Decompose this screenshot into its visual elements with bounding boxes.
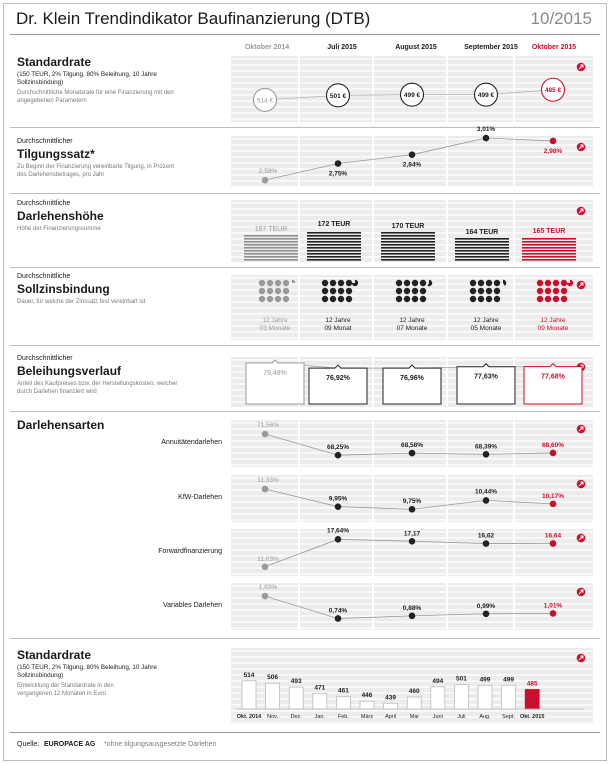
darlehen-bar-stripe (455, 238, 509, 240)
source-name: EUROPACE AG (44, 741, 96, 748)
variabel-point (335, 615, 342, 622)
beleihung-box (309, 365, 367, 404)
sollzins-year-dot (553, 280, 559, 286)
footnote: *ohne tilgungsausgesetzte Darlehen (104, 741, 217, 748)
darlehen-bar-stripe (522, 253, 576, 255)
darlehen-value-label: 172 TEUR (317, 221, 351, 228)
forward-point (335, 536, 342, 543)
darlehen-bar-stripe (307, 235, 361, 237)
sollzins-year-dot (267, 296, 273, 302)
sollzins-months-label: 03 Monate (259, 325, 291, 332)
annuitaeten-label: Annuitätendarlehen (161, 439, 222, 446)
standardrate12-category-label: Okt. 2015 (519, 714, 545, 720)
darlehensarten-title: Darlehensarten (17, 418, 105, 432)
kfw-point (409, 506, 416, 513)
standardrate12-value-label: 461 (337, 687, 349, 695)
standardrate12-value-label: 499 (479, 676, 491, 684)
beleihung-value-label: 76,92% (326, 375, 350, 383)
tilgung-point (550, 138, 557, 145)
standardrate12-bar (336, 697, 350, 709)
darlehen-bar-stripe (522, 238, 576, 240)
darlehen-bar-stripe (307, 256, 361, 258)
standardrate12-bar (478, 685, 492, 709)
darlehen-description: Höhe der Finanzierungssumme (17, 226, 101, 232)
sollzins-year-dot (545, 296, 551, 302)
sollzins-year-dot (267, 280, 273, 286)
sollzins-months-label: 09 Monate (537, 325, 569, 332)
standardrate12-bar (384, 703, 398, 709)
sollzins-year-dot (494, 296, 500, 302)
darlehen-bar-stripe (522, 250, 576, 252)
standardrate12-category-label: Nov. (267, 714, 279, 720)
sollzins-year-dot (283, 296, 289, 302)
standardrate-description: Durchschnittliche Monatsrate für eine Finanzierung mit den angegebenen Parametern (17, 90, 174, 104)
standardrate12-category-label: April (385, 714, 397, 720)
beleihung-pretitle: Durchschnittlicher (17, 355, 73, 362)
page-title: Dr. Klein Trendindikator Baufinanzierung (DTB) (16, 9, 371, 28)
sollzins-year-dot (346, 288, 352, 294)
darlehen-bar-stripe (455, 256, 509, 258)
sollzins-year-dot (545, 280, 551, 286)
darlehen-bar-stripe (455, 241, 509, 243)
darlehen-bar-stripe (381, 247, 435, 249)
sollzins-year-dot (259, 296, 265, 302)
kfw-point (483, 497, 490, 504)
standardrate12-value-label: 493 (290, 678, 302, 686)
forward-point (483, 540, 490, 547)
sollzins-year-dot (553, 296, 559, 302)
sollzins-year-dot (486, 296, 492, 302)
standardrate12-value-label: 499 (503, 676, 515, 684)
standardrate-value-label: 499 € (477, 92, 495, 100)
darlehen-bar-stripe (307, 253, 361, 255)
darlehen-bar-stripe (307, 259, 361, 261)
standardrate12-bar (266, 683, 280, 709)
standardrate12-value-label: 494 (432, 677, 444, 685)
standardrate12-category-label: Dez. (290, 714, 302, 720)
standardrate12-category-label: März (360, 714, 374, 720)
standardrate12-value-label: 506 (267, 674, 279, 682)
annuitaeten-value-label: 68,58% (400, 442, 424, 450)
darlehen-bar-stripe (307, 247, 361, 249)
column-header-sep-2015: September 2015 (464, 44, 518, 51)
sollzins-year-dot (561, 288, 567, 294)
tilgung-value-label: 2,58% (258, 168, 278, 176)
annuitaeten-point (550, 450, 557, 457)
column-header-aug-2015: August 2015 (395, 44, 437, 51)
darlehen-bar-stripe (522, 256, 576, 258)
sollzins-year-dot (561, 296, 567, 302)
sollzins-months-label: 05 Monate (470, 325, 502, 332)
darlehen-bar-stripe (381, 259, 435, 261)
forward-point (262, 563, 269, 570)
tilgung-title: Tilgungssatz* (17, 147, 95, 161)
darlehen-bar-stripe (244, 238, 298, 240)
sollzins-year-dot (545, 288, 551, 294)
darlehen-value-label: 167 TEUR (254, 226, 288, 233)
beleihung-box (524, 364, 582, 404)
sollzins-year-dot (283, 288, 289, 294)
sollzins-year-dot (486, 280, 492, 286)
sollzins-years-label: 12 Jahre (399, 317, 425, 324)
sollzins-year-dot (338, 288, 344, 294)
darlehen-bar-stripe (244, 253, 298, 255)
beleihung-title: Beleihungsverlauf (17, 364, 122, 378)
variabel-point (483, 610, 490, 617)
tilgung-point (335, 160, 342, 167)
sollzins-year-dot (275, 288, 281, 294)
darlehen-bar-stripe (307, 241, 361, 243)
darlehen-pretitle: Durchschnittliche (17, 200, 71, 207)
darlehen-value-label: 164 TEUR (465, 229, 499, 236)
sollzins-year-dot (338, 296, 344, 302)
beleihung-value-label: 77,63% (474, 373, 498, 381)
darlehen-bar-stripe (522, 244, 576, 246)
forward-point (409, 538, 416, 545)
sollzins-year-dot (494, 288, 500, 294)
sollzins-year-dot (478, 280, 484, 286)
sollzins-months-label: 07 Monate (396, 325, 428, 332)
sollzins-year-dot (561, 280, 567, 286)
sollzins-year-dot (346, 296, 352, 302)
darlehen-bar-stripe (244, 250, 298, 252)
darlehen-bar-stripe (307, 244, 361, 246)
standardrate12-bar (313, 694, 327, 709)
darlehen-bar-stripe (381, 232, 435, 234)
beleihung-box (383, 365, 441, 404)
sollzins-year-dot (470, 280, 476, 286)
standardrate12-category-label: Juni (432, 714, 443, 720)
kfw-value-label: 9,95% (328, 495, 348, 503)
sollzins-year-dot (420, 280, 426, 286)
variabel-value-label: 0,74% (328, 607, 348, 615)
standardrate12-bar (242, 681, 256, 709)
variabel-point (550, 610, 557, 617)
standardrate12-title: Standardrate (17, 648, 92, 662)
standardrate12-value-label: 485 (526, 680, 538, 688)
darlehen-bar-stripe (522, 241, 576, 243)
forward-label: Forwardfinanzierung (158, 548, 222, 555)
tilgung-description: Zu Beginn der Finanzierung vereinbarte Tilgung, in Prozent des Darlehensbetrages, pro Jahr (17, 164, 175, 178)
sollzins-years-label: 12 Jahre (262, 317, 288, 324)
sollzins-pretitle: Durchschnittliche (17, 273, 71, 280)
standardrate-params: (150 TEUR, 2% Tilgung, 80% Beleihung, 10 Jahre Sollzinsbindung) (17, 71, 157, 86)
darlehen-bar-stripe (381, 244, 435, 246)
tilgung-value-label: 2,84% (402, 161, 422, 169)
darlehen-value-label: 170 TEUR (391, 223, 425, 230)
sollzins-year-dot (537, 288, 543, 294)
darlehen-bar-stripe (244, 247, 298, 249)
sollzins-year-dot (537, 296, 543, 302)
darlehen-bar-stripe (244, 241, 298, 243)
sollzins-description: Dauer, für welche der Zinssatz fest vereinbart ist (17, 299, 146, 305)
annuitaeten-value-label: 68,60% (541, 441, 565, 449)
standardrate12-params: (150 TEUR, 2% Tilgung, 80% Beleihung, 10 Jahre Sollzinsbindung) (17, 664, 157, 679)
standardrate12-category-label: Jan. (314, 714, 326, 720)
sollzins-year-dot (330, 288, 336, 294)
sollzins-year-dot (420, 288, 426, 294)
sollzins-year-dot (396, 296, 402, 302)
standardrate12-bar (454, 685, 468, 709)
standardrate12-bar (407, 697, 421, 709)
standardrate12-bar (502, 685, 516, 709)
sollzins-year-dot (275, 280, 281, 286)
report-date: 10/2015 (530, 9, 592, 28)
standardrate12-value-label: 446 (361, 692, 373, 700)
variabel-point (409, 613, 416, 620)
sollzins-year-dot (420, 296, 426, 302)
variabel-label: Variables Darlehen (162, 602, 222, 609)
standardrate12-value-label: 501 (455, 675, 467, 683)
forward-value-label: 11,03% (257, 555, 279, 563)
sollzins-year-dot (330, 280, 336, 286)
sollzins-year-dot (486, 288, 492, 294)
sollzins-year-dot (537, 280, 543, 286)
tilgung-value-label: 2,75% (328, 170, 348, 178)
standardrate-value-label: 485 € (544, 87, 562, 95)
sollzins-year-dot (404, 288, 410, 294)
darlehen-bar-stripe (307, 238, 361, 240)
standardrate12-bar (525, 690, 539, 710)
forward-value-label: 16,64 (544, 532, 562, 540)
forward-value-label: 17,64% (326, 527, 350, 535)
variabel-point (262, 593, 269, 600)
beleihung-description: Anteil des Kaufpreises bzw. der Herstellungskosten, welcher durch Darlehen finanziert wird (17, 381, 178, 395)
standardrate12-value-label: 460 (408, 688, 420, 695)
sollzins-years-label: 12 Jahre (325, 317, 351, 324)
sollzins-year-dot (322, 296, 328, 302)
variabel-value-label: 1,01% (543, 602, 563, 610)
tilgung-point (409, 151, 416, 158)
variabel-value-label: 0,88% (402, 604, 422, 612)
sollzins-year-dot (412, 296, 418, 302)
sollzins-months-label: 09 Monat (324, 325, 352, 332)
forward-point (550, 540, 557, 547)
sollzins-year-dot (412, 280, 418, 286)
sollzins-year-dot (404, 296, 410, 302)
standardrate-value-label: 514 € (256, 97, 274, 105)
sollzins-year-dot (396, 288, 402, 294)
sollzins-year-dot (338, 280, 344, 286)
standardrate12-bar (360, 701, 374, 709)
kfw-point (262, 486, 269, 493)
variabel-value-label: 0,99% (476, 602, 496, 610)
tilgung-point (483, 135, 490, 142)
darlehen-bar-stripe (381, 238, 435, 240)
kfw-value-label: 10,17% (541, 492, 565, 500)
forward-value-label: 16,62 (477, 532, 495, 540)
darlehen-value-label: 165 TEUR (532, 228, 566, 235)
darlehen-bar-stripe (381, 253, 435, 255)
darlehen-bar-stripe (381, 250, 435, 252)
standardrate-title: Standardrate (17, 55, 92, 69)
sollzins-year-dot (259, 288, 265, 294)
kfw-value-label: 10,44% (474, 488, 498, 496)
beleihung-value-label: 79,48% (263, 370, 287, 378)
standardrate12-panel (231, 648, 593, 724)
sollzins-year-dot (478, 296, 484, 302)
annuitaeten-value-label: 68,39% (474, 443, 498, 451)
darlehen-bar-stripe (381, 241, 435, 243)
standardrate-value-label: 501 € (329, 92, 347, 100)
darlehen-bar-stripe (455, 259, 509, 261)
annuitaeten-point (335, 452, 342, 459)
standardrate12-bar (289, 687, 303, 709)
darlehen-bar-stripe (522, 259, 576, 261)
annuitaeten-value-label: 68,25% (326, 444, 350, 452)
sollzins-year-dot (322, 280, 328, 286)
darlehen-bar-stripe (244, 244, 298, 246)
standardrate12-value-label: 471 (314, 684, 326, 692)
kfw-label: KfW-Darlehen (178, 494, 222, 501)
kfw-value-label: 11,33% (257, 477, 279, 485)
standardrate12-category-label: Feb. (337, 714, 349, 720)
darlehen-bar-stripe (244, 256, 298, 258)
beleihung-box (457, 364, 515, 404)
column-header-oct-2014: Oktober 2014 (244, 44, 290, 51)
sollzins-year-dot (330, 296, 336, 302)
forward-value-label: 17,17 (403, 530, 421, 538)
source-label: Quelle: (17, 741, 40, 748)
darlehen-bar-stripe (307, 232, 361, 234)
darlehen-bar-stripe (244, 235, 298, 237)
sollzins-year-dot (478, 288, 484, 294)
sollzins-years-label: 12 Jahre (540, 317, 566, 324)
annuitaeten-point (262, 431, 269, 438)
darlehen-bar-stripe (381, 256, 435, 258)
tilgung-point (262, 177, 269, 184)
darlehen-bar-stripe (307, 250, 361, 252)
sollzins-title: Sollzinsbindung (17, 282, 110, 296)
sollzins-year-dot (396, 280, 402, 286)
standardrate12-category-label: Okt. 2014 (236, 714, 262, 720)
sollzins-year-dot (404, 280, 410, 286)
darlehen-bar-stripe (455, 244, 509, 246)
sollzins-year-dot (267, 288, 273, 294)
annuitaeten-value-label: 71,56% (256, 422, 280, 430)
annuitaeten-point (409, 450, 416, 457)
column-header-jul-2015: Juli 2015 (327, 44, 357, 51)
kfw-value-label: 9,75% (402, 498, 422, 506)
darlehen-bar-stripe (455, 250, 509, 252)
standardrate-value-label: 499 € (403, 92, 421, 100)
standardrate12-bar (431, 687, 445, 709)
standardrate12-category-label: Sept. (502, 714, 516, 720)
standardrate12-category-label: Mai (409, 714, 419, 720)
tilgung-pretitle: Durchschnittlicher (17, 138, 73, 145)
darlehen-title: Darlehenshöhe (17, 209, 104, 223)
sollzins-year-dot (470, 296, 476, 302)
sollzins-year-dot (412, 288, 418, 294)
beleihung-value-label: 76,96% (400, 375, 424, 383)
beleihung-value-label: 77,68% (541, 373, 565, 381)
kfw-point (335, 503, 342, 510)
sollzins-years-label: 12 Jahre (473, 317, 499, 324)
standardrate12-description: Entwicklung der Standardrate in den vergangenen 12 Monaten in Euro (17, 683, 114, 697)
beleihung-box (246, 360, 304, 404)
darlehen-bar-stripe (244, 259, 298, 261)
darlehen-bar-stripe (522, 247, 576, 249)
sollzins-year-dot (275, 296, 281, 302)
darlehen-bar-stripe (455, 253, 509, 255)
standardrate12-category-label: Juli (457, 714, 466, 720)
darlehen-bar-stripe (381, 235, 435, 237)
sollzins-year-dot (553, 288, 559, 294)
variabel-value-label: 1,93% (258, 584, 278, 592)
kfw-point (550, 501, 557, 508)
tilgung-value-label: 2,98% (543, 147, 563, 155)
sollzins-year-dot (283, 280, 289, 286)
sollzins-year-dot (346, 280, 352, 286)
tilgung-value-label: 3,01% (476, 126, 496, 134)
sollzins-year-dot (470, 288, 476, 294)
sollzins-year-dot (322, 288, 328, 294)
sollzins-year-dot (494, 280, 500, 286)
column-header-oct-2015: Oktober 2015 (531, 44, 577, 51)
annuitaeten-point (483, 451, 490, 458)
darlehen-bar-stripe (455, 247, 509, 249)
standardrate12-value-label: 439 (385, 694, 397, 702)
standardrate12-value-label: 514 (243, 671, 255, 679)
sollzins-year-dot (259, 280, 265, 286)
standardrate12-category-label: Aug. (479, 714, 491, 720)
